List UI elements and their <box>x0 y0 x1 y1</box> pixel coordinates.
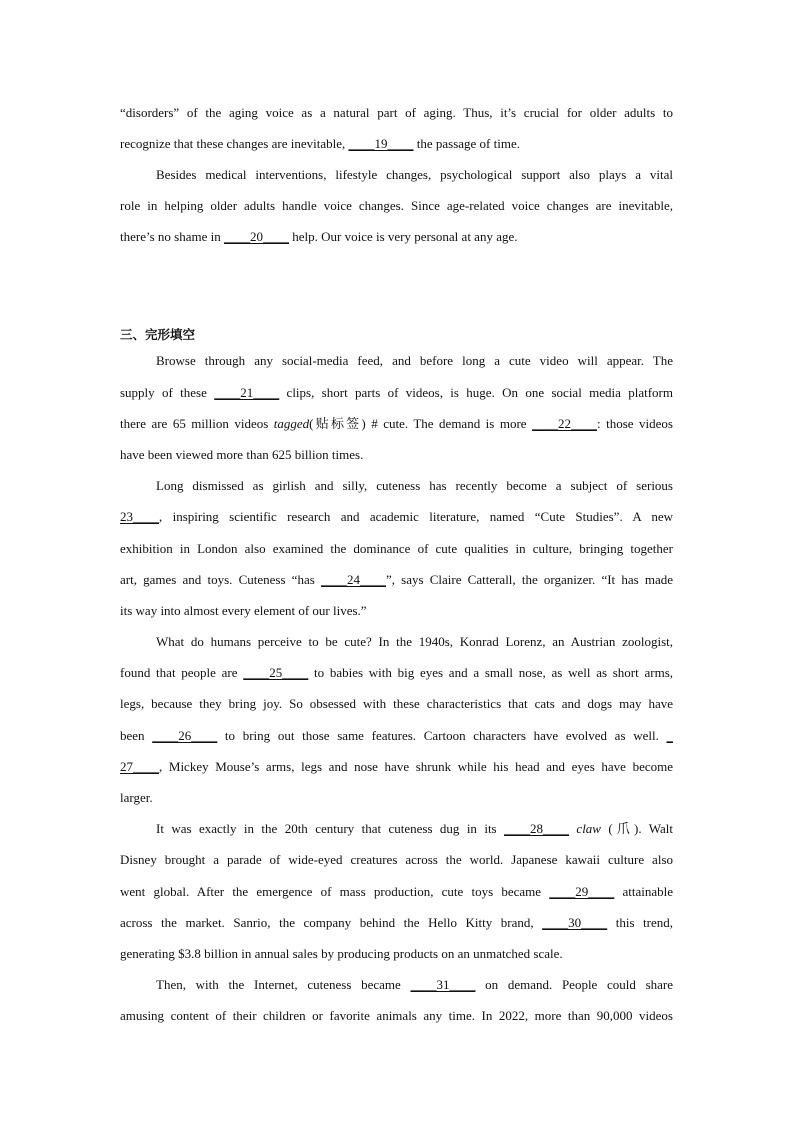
text-line: there’s no shame in ____20____ help. Our voice is very personal at any age. <box>120 229 518 245</box>
text-line: generating $3.8 billion in annual sales by producing products on an unmatched scale. <box>120 945 563 961</box>
text-line: It was exactly in the 20th century that cuteness dug in its ____28____ claw (爪). Walt <box>156 821 673 837</box>
text-line: Besides medical interventions, lifestyle changes, psychological support also plays a vital <box>156 166 673 182</box>
answer-blank[interactable]: ____29____ <box>549 883 615 899</box>
text-line: across the market. Sanrio, the company behind the Hello Kitty brand, ____30____ this trend, <box>120 914 673 930</box>
answer-blank[interactable]: ____25____ <box>243 665 309 681</box>
answer-blank[interactable]: ____24____ <box>320 571 386 587</box>
text-line: 23____, inspiring scientific research and academic literature, named “Cute Studies”. A new <box>120 509 673 525</box>
italic-term: claw <box>576 821 601 837</box>
text-line: recognize that these changes are inevitable, ____19____ the passage of time. <box>120 135 520 151</box>
answer-blank[interactable]: ____26____ <box>152 727 218 743</box>
answer-blank[interactable]: _ <box>666 727 673 743</box>
text-line: have been viewed more than 625 billion times. <box>120 446 364 462</box>
text-line: went global. After the emergence of mass production, cute toys became ____29____ attainable <box>120 883 673 899</box>
answer-blank[interactable]: ____22____ <box>532 415 598 431</box>
answer-blank[interactable]: 27____ <box>120 758 159 774</box>
answer-blank[interactable]: ____31____ <box>410 977 476 993</box>
answer-blank[interactable]: ____20____ <box>223 229 289 245</box>
text-line: Disney brought a parade of wide-eyed creatures across the world. Japanese kawaii culture also <box>120 852 673 868</box>
answer-blank[interactable]: ____30____ <box>542 914 608 930</box>
text-line: larger. <box>120 790 153 806</box>
text-line: amusing content of their children or favorite animals any time. In 2022, more than 90,000 videos <box>120 1008 673 1024</box>
text-line: legs, because they bring joy. So obsessed with these characteristics that cats and dogs may have <box>120 696 673 712</box>
text-line: role in helping older adults handle voice changes. Since age-related voice changes are inevitable, <box>120 198 673 214</box>
text-line: there are 65 million videos tagged(贴标签) # cute. The demand is more ____22____: those videos <box>120 415 673 431</box>
text-line: its way into almost every element of our lives.” <box>120 602 367 618</box>
text-line: art, games and toys. Cuteness “has ____24____”, says Claire Catterall, the organizer. “It has made <box>120 571 673 587</box>
passage-cloze <box>120 345 673 1031</box>
answer-blank[interactable]: ____21____ <box>214 384 280 400</box>
text-line: Long dismissed as girlish and silly, cuteness has recently become a subject of serious <box>156 478 673 494</box>
text-line: Browse through any social-media feed, and before long a cute video will appear. The <box>156 353 673 369</box>
text-line: “disorders” of the aging voice as a natural part of aging. Thus, it’s crucial for older adults to <box>120 104 673 120</box>
text-line: 27____, Mickey Mouse’s arms, legs and nose have shrunk while his head and eyes have become <box>120 758 673 774</box>
text-line: exhibition in London also examined the dominance of cute qualities in culture, bringing together <box>120 540 673 556</box>
italic-term: tagged <box>273 415 310 431</box>
text-line: supply of these ____21____ clips, short parts of videos, is huge. On one social media platform <box>120 384 673 400</box>
section-heading: 三、完形填空 <box>120 327 196 342</box>
passage-top <box>120 97 673 253</box>
answer-blank[interactable]: ____28____ <box>504 821 570 837</box>
text-line: Then, with the Internet, cuteness became ____31____ on demand. People could share <box>156 977 673 993</box>
text-line: been ____26____ to bring out those same features. Cartoon characters have evolved as well. _ <box>120 727 673 743</box>
text-line: found that people are ____25____ to babies with big eyes and a small nose, as well as short arms, <box>120 665 673 681</box>
answer-blank[interactable]: ____19____ <box>348 135 414 151</box>
answer-blank[interactable]: 23____ <box>120 509 159 525</box>
text-line: What do humans perceive to be cute? In the 1940s, Konrad Lorenz, an Austrian zoologist, <box>156 634 673 650</box>
